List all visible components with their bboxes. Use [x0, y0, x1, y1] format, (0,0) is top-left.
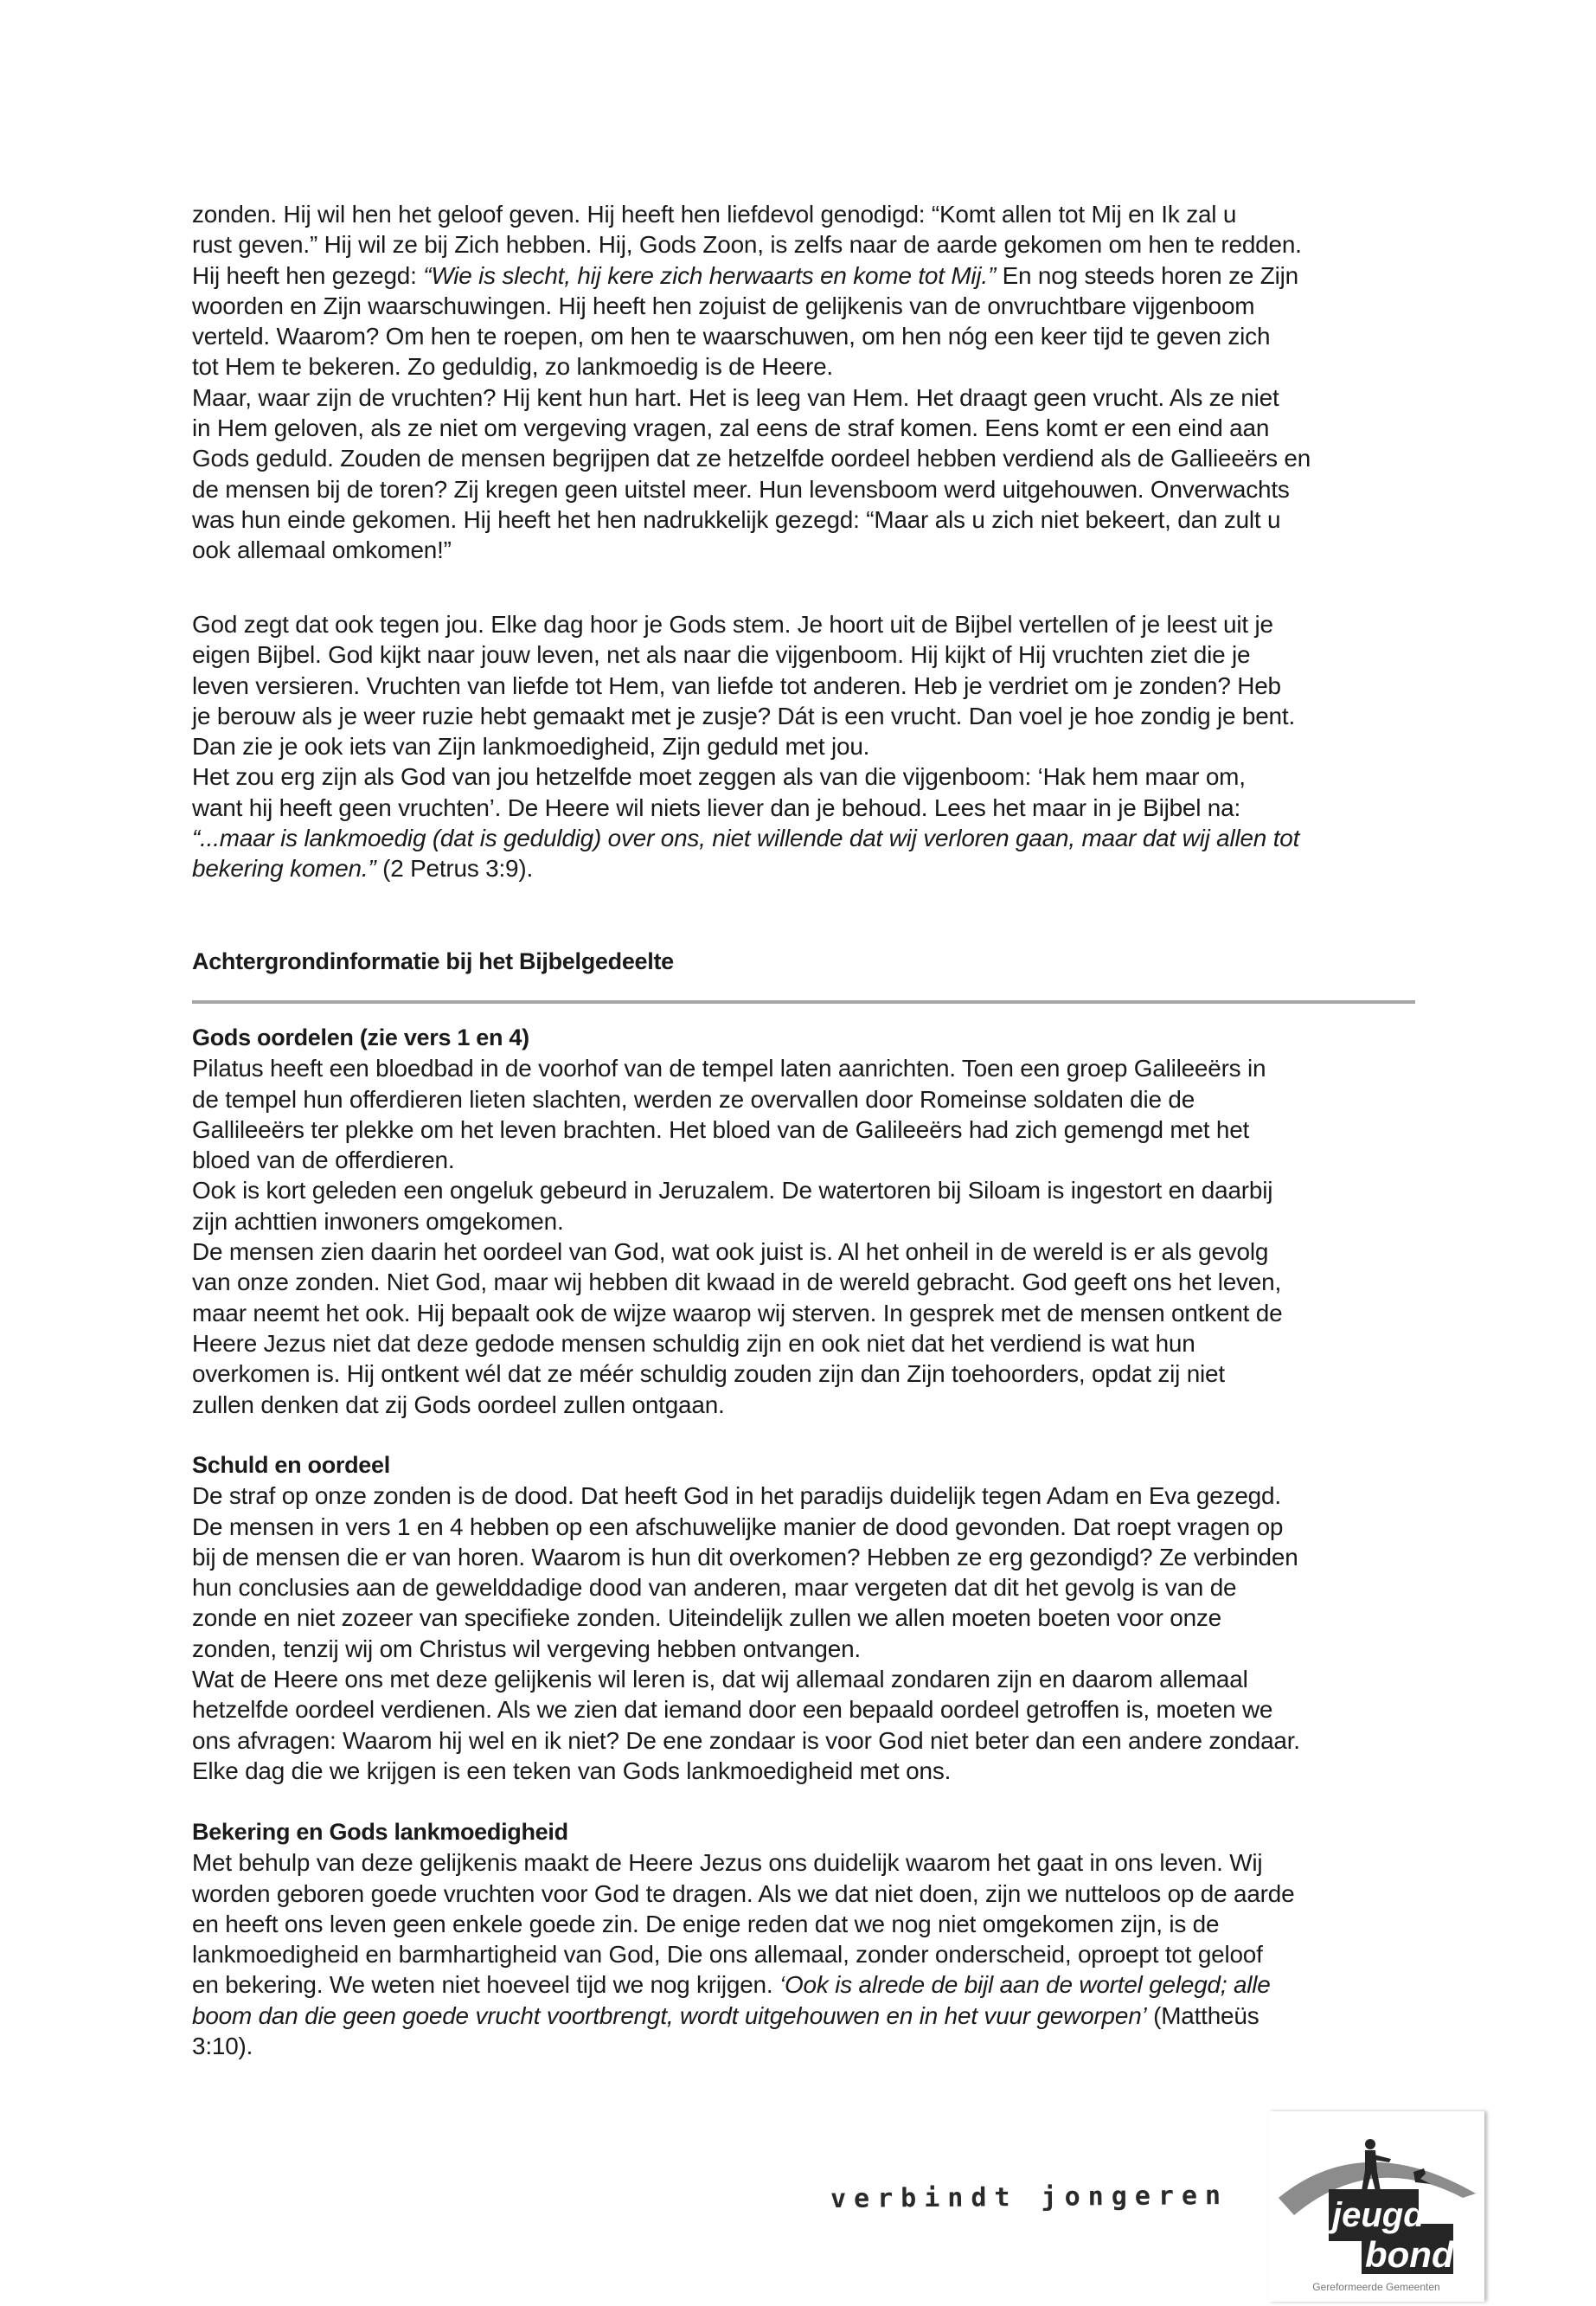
- text-section: [192, 1023, 1420, 1420]
- section-divider: [192, 1000, 1415, 1004]
- text-line: [192, 1390, 1417, 1420]
- text-line: [192, 609, 1417, 639]
- text-run: woorden en Zijn waarschuwingen. Hij heeft hen zojuist de gelijkenis van de onvruchtbare vijgenboom: [192, 292, 1255, 319]
- text-run: De straf op onze zonden is de dood. Dat heeft God in het paradijs duidelijk tegen Adam en Eva gezegd.: [192, 1482, 1281, 1510]
- text-run: worden geboren goede vruchten voor God te dragen. Als we dat niet doen, zijn we nutteloos op de aarde: [192, 1879, 1295, 1907]
- text-run: hun conclusies aan de gewelddadige dood van anderen, maar vergeten dat dit het gevolg is van de: [192, 1574, 1237, 1602]
- text-line: [192, 1084, 1417, 1114]
- text-run: zonden, tenzij wij om Christus wil vergeving hebben ontvangen.: [192, 1635, 861, 1662]
- text-line: [192, 1359, 1417, 1389]
- text-line: [192, 1603, 1417, 1633]
- text-run: De mensen in vers 1 en 4 hebben op een afschuwelijke manier de dood gevonden. Dat roept vragen op: [192, 1513, 1284, 1540]
- text-line: [192, 1939, 1417, 1969]
- italic-quote: ‘Ook is alrede de bijl aan de wortel gelegd; alle: [779, 1971, 1271, 1999]
- italic-quote: boom dan die geen goede vrucht voortbrengt, wordt uitgehouwen en in het vuur geworpen’: [192, 2001, 1147, 2029]
- text-run: tot Hem te bekeren. Zo geduldig, zo lankmoedig is de Heere.: [192, 353, 833, 381]
- text-line: [192, 761, 1417, 792]
- footer-slogan: verbindt jongeren: [830, 2180, 1229, 2215]
- text-run: (2 Petrus 3:9).: [375, 855, 534, 883]
- text-line: [192, 413, 1417, 443]
- text-run: bij de mensen die er van horen. Waarom is hun dit overkomen? Hebben ze erg gezondigd? Ze verbinden: [192, 1543, 1298, 1571]
- section-heading: Achtergrondinformatie bij het Bijbelgedeelte: [192, 948, 674, 974]
- logo-graphic: [1268, 2111, 1484, 2302]
- text-run: en heeft ons leven geen enkele goede zin. De enige reden dat we nog niet omgekomen zijn, is de: [192, 1910, 1220, 1937]
- text-run: was hun einde gekomen. Hij heeft het hen nadrukkelijk gezegd: “Maar als u zich niet bekeert, dan zult u: [192, 505, 1281, 533]
- text-run: De mensen zien daarin het oordeel van God, wat ook juist is. Al het onheil in de wereld is er als gevolg: [192, 1238, 1269, 1266]
- text-line: [192, 1175, 1417, 1205]
- text-run: leven versieren. Vruchten van liefde tot Hem, van liefde tot anderen. Heb je verdriet om je zonden? Heb: [192, 671, 1281, 699]
- text-line: [192, 1298, 1417, 1328]
- text-line: [192, 1969, 1417, 2000]
- text-run: 3:10).: [192, 2033, 253, 2060]
- text-run: ons afvragen: Waarom hij wel en ik niet? De ene zondaar is voor God niet beter dan een andere zondaar.: [192, 1726, 1300, 1754]
- text-run: in Hem geloven, als ze niet om vergeving vragen, zal eens de straf komen. Eens komt er een eind aan: [192, 414, 1270, 442]
- text-run: Het zou erg zijn als God van jou hetzelfde moet zeggen als van die vijgenboom: ‘Hak hem maar om,: [192, 763, 1246, 791]
- text-line: [192, 199, 1417, 229]
- text-run: Gods geduld. Zouden de mensen begrijpen dat ze hetzelfde oordeel hebben verdiend als de Gallieeërs en: [192, 445, 1311, 472]
- text-line: [192, 731, 1417, 761]
- text-run: maar neemt het ook. Hij bepaalt ook de wijze waarop wij sterven. In gesprek met de mensen ontkent de: [192, 1299, 1283, 1326]
- text-run: de tempel hun offerdieren lieten slachten, werden ze overvallen door Romeinse soldaten die de: [192, 1085, 1195, 1113]
- text-section: [192, 609, 1420, 884]
- text-run: Ook is kort geleden een ongeluk gebeurd in Jeruzalem. De watertoren bij Siloam is ingestort en daarbij: [192, 1177, 1273, 1204]
- italic-quote: “...maar is lankmoedig (dat is geduldig) over ons, niet willende dat wij verloren gaan, maar dat wij allen tot: [192, 825, 1300, 852]
- text-run: Gallileeërs ter plekke om het leven brachten. Het bloed van de Galileeërs had zich gemengd met het: [192, 1115, 1250, 1143]
- text-line: [192, 1206, 1417, 1237]
- text-run: En nog steeds horen ze Zijn: [996, 261, 1298, 289]
- text-line: [192, 1909, 1417, 1939]
- text-run: Wat de Heere ons met deze gelijkenis wil leren is, dat wij allemaal zondaren zijn en daarom allemaal: [192, 1666, 1248, 1693]
- text-section: [192, 947, 1420, 977]
- text-line: [192, 443, 1417, 473]
- text-line: [192, 1634, 1417, 1664]
- text-line: [192, 504, 1417, 535]
- text-line: [192, 2031, 1417, 2061]
- text-line: [192, 1145, 1417, 1175]
- text-run: overkomen is. Hij ontkent wél dat ze méér schuldig zouden zijn dan Zijn toehoorders, opdat zij niet: [192, 1360, 1225, 1388]
- text-line: [192, 382, 1417, 413]
- text-run: je berouw als je weer ruzie hebt gemaakt met je zusje? Dát is een vrucht. Dan voel je hoe zondig je bent.: [192, 702, 1296, 729]
- text-line: [192, 1879, 1417, 1909]
- text-line: [192, 823, 1417, 853]
- text-run: verteld. Waarom? Om hen te roepen, om hen te waarschuwen, om hen nóg een keer tijd te geven zich: [192, 323, 1271, 350]
- text-run: zonden. Hij wil hen het geloof geven. Hij heeft hen liefdevol genodigd: “Komt allen tot Mij en Ik zal u: [192, 201, 1237, 228]
- text-line: [192, 1237, 1417, 1267]
- text-line: [192, 2001, 1417, 2031]
- text-run: Dan zie je ook iets van Zijn lankmoedigheid, Zijn geduld met jou.: [192, 733, 870, 761]
- text-line: [192, 291, 1417, 321]
- text-run: Elke dag die we krijgen is een teken van Gods lankmoedigheid met ons.: [192, 1757, 952, 1784]
- logo-text-bond: bond: [1365, 2234, 1454, 2275]
- text-line: [192, 1572, 1417, 1603]
- text-line: [192, 853, 1417, 883]
- text-run: en bekering. We weten niet hoeveel tijd we nog krijgen.: [192, 1971, 780, 1999]
- italic-quote: “Wie is slecht, hij kere zich herwaarts en kome tot Mij.”: [423, 261, 997, 289]
- text-run: zonde en niet zozeer van specifieke zonden. Uiteindelijk zullen we allen moeten boeten voor onze: [192, 1604, 1221, 1632]
- text-line: [192, 535, 1417, 565]
- text-run: Heere Jezus niet dat deze gedode mensen schuldig zijn en ook niet dat het verdiend is wat hun: [192, 1329, 1195, 1357]
- text-run: rust geven.” Hij wil ze bij Zich hebben. Hij, Gods Zoon, is zelfs naar de aarde gekomen om hen te redden.: [192, 231, 1302, 259]
- text-line: [192, 793, 1417, 823]
- text-line: [192, 1725, 1417, 1756]
- text-line: [192, 474, 1417, 504]
- text-line: [192, 1694, 1417, 1725]
- text-line: [192, 1114, 1417, 1145]
- text-section: [192, 199, 1420, 566]
- text-line: [192, 1847, 1417, 1878]
- text-line: [192, 1267, 1417, 1297]
- text-line: [192, 351, 1417, 382]
- text-run: (Mattheüs: [1146, 2001, 1259, 2029]
- jeugdbond-logo: [1268, 2111, 1484, 2302]
- text-line: [192, 229, 1417, 260]
- text-run: want hij heeft geen vruchten’. De Heere wil niets liever dan je behoud. Lees het maar in je Bijbel na:: [192, 793, 1241, 821]
- text-run: God zegt dat ook tegen jou. Elke dag hoor je Gods stem. Je hoort uit de Bijbel vertellen of je leest uit je: [192, 611, 1273, 638]
- text-line: [192, 671, 1417, 701]
- text-line: [192, 1053, 1417, 1083]
- text-run: hetzelfde oordeel verdienen. Als we zien dat iemand door een bepaald oordeel getroffen is, moeten we: [192, 1696, 1273, 1724]
- text-section: [192, 1450, 1420, 1786]
- text-run: Met behulp van deze gelijkenis maakt de Heere Jezus ons duidelijk waarom het gaat in ons leven. Wij: [192, 1849, 1263, 1877]
- text-run: Pilatus heeft een bloedbad in de voorhof van de tempel laten aanrichten. Toen een groep Galileeërs in: [192, 1055, 1266, 1082]
- section-heading: Bekering en Gods lankmoedigheid: [192, 1819, 568, 1845]
- text-line: [192, 1664, 1417, 1694]
- text-line: [192, 321, 1417, 351]
- text-line: [192, 639, 1417, 670]
- text-line: [192, 1542, 1417, 1572]
- text-run: Hij heeft hen gezegd:: [192, 261, 424, 289]
- text-run: eigen Bijbel. God kijkt naar jouw leven, net als naar die vijgenboom. Hij kijkt of Hij vruchten ziet die je: [192, 641, 1251, 669]
- text-run: lankmoedigheid en barmhartigheid van God, Die ons allemaal, zonder onderscheid, oproept tot geloof: [192, 1941, 1263, 1969]
- text-run: zullen denken dat zij Gods oordeel zullen ontgaan.: [192, 1391, 725, 1418]
- text-line: [192, 1512, 1417, 1542]
- text-run: ook allemaal omkomen!”: [192, 536, 452, 564]
- text-line: [192, 260, 1417, 291]
- text-run: zijn achttien inwoners omgekomen.: [192, 1207, 564, 1235]
- text-run: Maar, waar zijn de vruchten? Hij kent hun hart. Het is leeg van Hem. Het draagt geen vrucht. Als ze niet: [192, 383, 1279, 411]
- italic-quote: bekering komen.”: [192, 855, 376, 883]
- text-run: van onze zonden. Niet God, maar wij hebben dit kwaad in de wereld gebracht. God geeft ons het leven,: [192, 1269, 1282, 1296]
- text-line: [192, 701, 1417, 731]
- section-heading: Gods oordelen (zie vers 1 en 4): [192, 1025, 529, 1050]
- text-section: [192, 1817, 1420, 2061]
- section-heading: Schuld en oordeel: [192, 1452, 390, 1478]
- logo-text-jeugd: jeugd: [1332, 2196, 1425, 2234]
- text-line: [192, 1756, 1417, 1786]
- logo-subtitle: Gereformeerde Gemeenten: [1312, 2281, 1440, 2293]
- text-run: de mensen bij de toren? Zij kregen geen uitstel meer. Hun levensboom werd uitgehouwen. Onverwachts: [192, 475, 1290, 503]
- text-line: [192, 1481, 1417, 1511]
- text-run: bloed van de offerdieren.: [192, 1147, 455, 1174]
- text-line: [192, 1328, 1417, 1359]
